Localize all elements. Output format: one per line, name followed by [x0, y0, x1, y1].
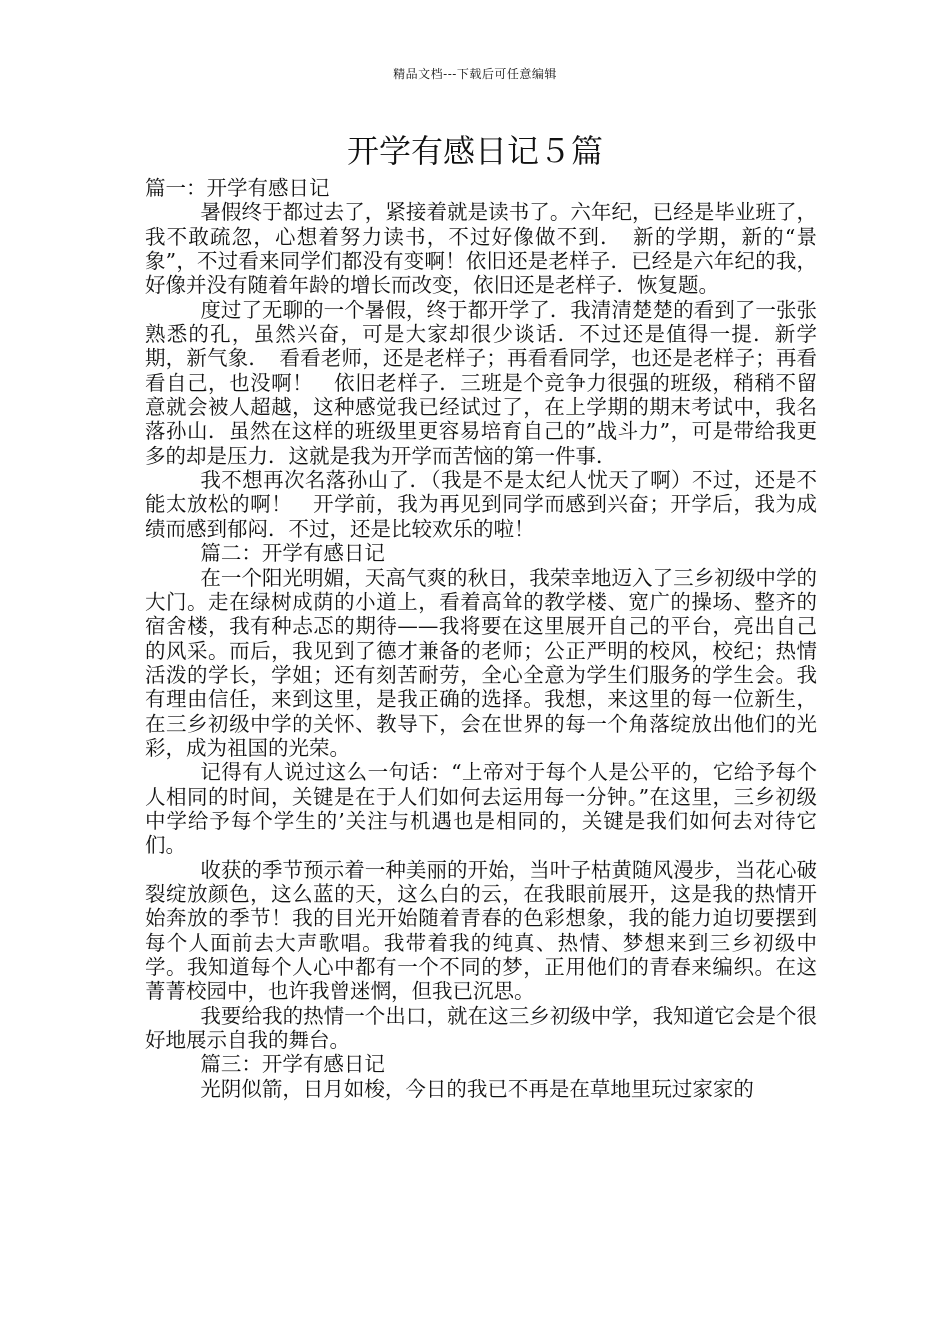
document-body: [145, 176, 817, 1101]
body-paragraph: 度过了无聊的一个暑假，终于都开学了．我清清楚楚的看到了一张张熟悉的孔，虽然兴奋，可是大家却很少谈话．不过还是值得一提．新学期，新气象． 看看老师，还是老样子；再看看同学，也还是老样子；再看看自己，也没啊！ 依旧老样子．三班是个竞争力很强的班级，稍稍不留意就会被人超越，这种感觉我已经试过了，在上学期的期末考试中，我名落孙山．虽然在这样的班级里更容易培育自己的”战斗力”，可是带给我更多的却是压力．这就是我为开学而苦恼的第一件事．: [145, 297, 817, 468]
body-paragraph: 光阴似箭，日月如梭，今日的我已不再是在草地里玩过家家的: [200, 1076, 754, 1101]
body-paragraph: 收获的季节预示着一种美丽的开始，当叶子枯黄随风漫步，当花心破裂绽放颜色，这么蓝的天，这么白的云，在我眼前展开，这是我的热情开始奔放的季节！我的目光开始随着青春的色彩想象，我的能力迫切要摆到每个人面前去大声歌唱。我带着我的纯真、热情、梦想来到三乡初级中学。我知道每个人心中都有一个不同的梦，正用他们的青春来编织。在这菁菁校园中，也许我曾迷惘，但我已沉思。: [145, 857, 817, 1004]
body-paragraph: 暑假终于都过去了，紧接着就是读书了。六年纪，已经是毕业班了，我不敢疏忽，心想着努力读书，不过好像做不到． 新的学期，新的“景象”，不过看来同学们都没有变啊！依旧还是老样子．已经是六年纪的我，好像并没有随着年龄的增长而改变，依旧还是老样子．恢复题。: [145, 200, 817, 298]
page-header: 精品文档---下载后可任意编辑: [393, 67, 557, 81]
body-paragraph: 我要给我的热情一个出口，就在这三乡初级中学，我知道它会是个很好地展示自我的舞台。: [145, 1003, 817, 1053]
section-heading: 篇一：开学有感日记: [145, 176, 330, 200]
document-title: 开学有感日记５篇: [346, 132, 603, 170]
body-paragraph: 我不想再次名落孙山了．（我是不是太纪人忧天了啊）不过，还是不能太放松的啊！ 开学前，我为再见到同学而感到兴奋；开学后，我为成绩而感到郁闷．不过，还是比较欢乐的啦！: [145, 468, 817, 541]
section-heading: 篇二：开学有感日记: [200, 541, 385, 566]
section-heading: 篇三：开学有感日记: [200, 1052, 385, 1077]
body-paragraph: 在一个阳光明媚，天高气爽的秋日，我荣幸地迈入了三乡初级中学的大门。走在绿树成荫的小道上，看着高耸的教学楼、宽广的操场、整齐的宿舍楼，我有种忐忑的期待——我将要在这里展开自己的平台，亮出自己的风采。而后，我见到了德才兼备的老师；公正严明的校风，校纪；热情活泼的学长，学姐；还有刻苦耐劳，全心全意为学生们服务的学生会。我有理由信任，来到这里，是我正确的选择。我想，来这里的每一位新生，在三乡初级中学的关怀、教导下，会在世界的每一个角落绽放出他们的光彩，成为祖国的光荣。: [145, 565, 817, 760]
body-paragraph: 记得有人说过这么一句话：“上帝对于每个人是公平的，它给予每个人相同的时间，关键是在于人们如何去运用每一分钟。”在这里，三乡初级中学给予每个学生的’关注与机遇也是相同的，关键是我们如何去对待它们。: [145, 760, 817, 858]
